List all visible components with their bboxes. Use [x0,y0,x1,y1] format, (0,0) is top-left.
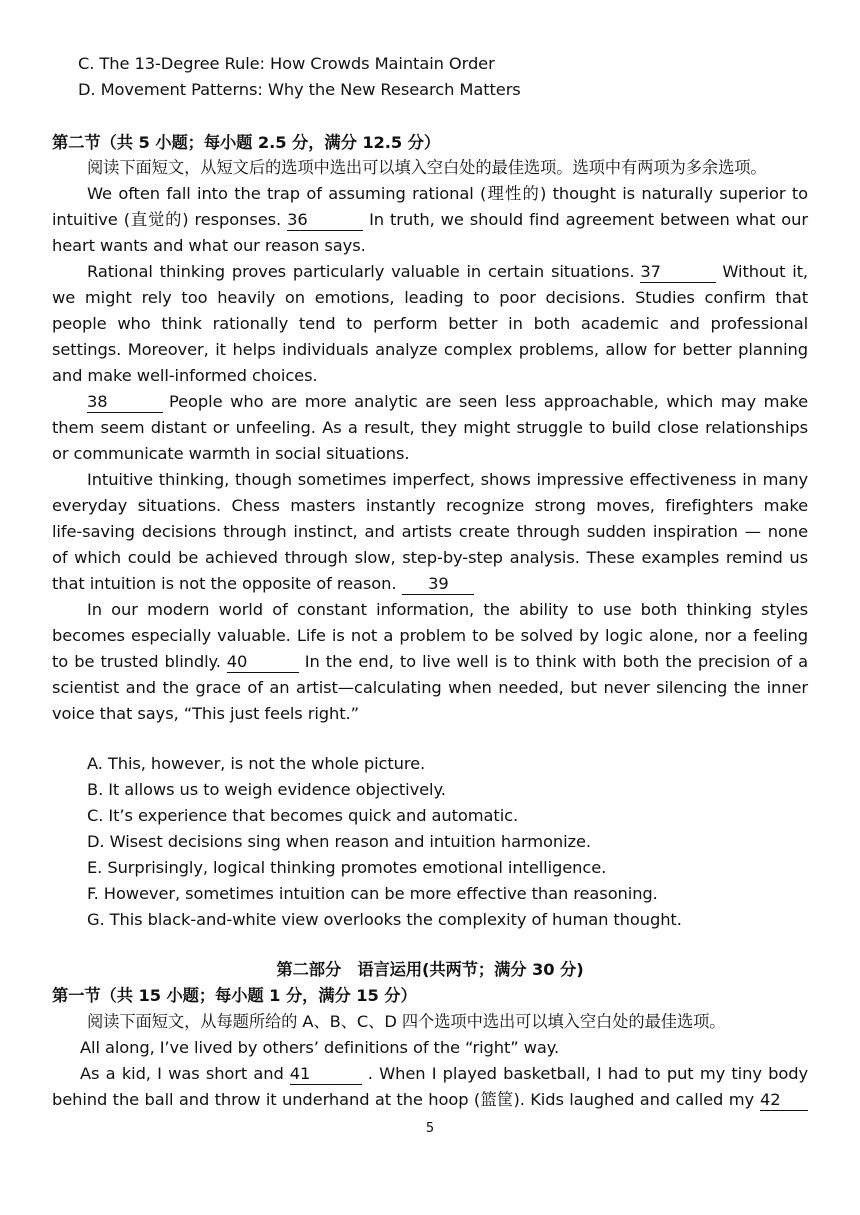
passage-text: intuitive (直觉的) responses. [52,210,282,229]
passage-line [87,259,808,285]
section-2-instruction: 阅读下面短文，从短文后的选项中选出可以填入空白处的最佳选项。选项中有两项为多余选项。 [87,158,767,177]
option-c-previous: C. The 13-Degree Rule: How Crowds Maintain Order [78,54,495,73]
option-d-previous: D. Movement Patterns: Why the New Research Matters [78,80,521,99]
passage-line [52,1087,808,1113]
section-2-heading: 第二节（共 5 小题；每小题 2.5 分，满分 12.5 分） [52,133,441,152]
passage-text: Without it, [722,262,808,281]
option-f: F. However, sometimes intuition can be more effective than reasoning. [87,884,658,903]
option-d: D. Wisest decisions sing when reason and intuition harmonize. [87,832,591,851]
passage-text: behind the ball and throw it underhand at the hoop (篮筐). Kids laughed and called my [52,1090,754,1109]
passage-line [87,389,808,415]
passage-line: them seem distant or unfeeling. As a result, they might struggle to build close relationships [52,418,808,437]
blank-38[interactable]: 38 [87,392,163,413]
option-e: E. Surprisingly, logical thinking promotes emotional intelligence. [87,858,607,877]
part-2-heading: 第二部分 语言运用(共两节；满分 30 分) [276,960,584,979]
blank-41[interactable]: 41 [290,1064,362,1085]
passage-line [80,1061,808,1087]
passage-line: settings. Moreover, it helps individuals analyze complex problems, allow for better planning [52,340,808,359]
passage-line: or communicate warmth in social situations. [52,444,410,463]
option-b: B. It allows us to weigh evidence objectively. [87,780,446,799]
passage-line: of which could be achieved through slow, step-by-step analysis. These examples remind us [52,548,808,567]
passage-line: becomes especially valuable. Life is not a problem to be solved by logic alone, nor a feeling [52,626,808,645]
option-c: C. It’s experience that becomes quick and automatic. [87,806,519,825]
passage-line: people who think rationally tend to perform better in both academic and professional [52,314,808,333]
blank-37[interactable]: 37 [640,262,716,283]
passage-text: As a kid, I was short and [80,1064,284,1083]
passage-line [52,207,808,233]
passage-text: . When I played basketball, I had to put my tiny body [367,1064,808,1083]
part-2-instruction: 阅读下面短文，从每题所给的 A、B、C、D 四个选项中选出可以填入空白处的最佳选项。 [87,1012,726,1031]
blank-36[interactable]: 36 [287,210,363,231]
option-g: G. This black-and-white view overlooks the complexity of human thought. [87,910,682,929]
passage-line: We often fall into the trap of assuming rational (理性的) thought is naturally superior to [87,184,808,203]
passage-text: In truth, we should find agreement between what our [369,210,808,229]
passage-text: that intuition is not the opposite of reason. [52,574,397,593]
passage-line [52,571,808,597]
passage-line: we might rely too heavily on emotions, leading to poor decisions. Studies confirm that [52,288,808,307]
blank-40[interactable]: 40 [227,652,299,673]
blank-42[interactable]: 42 [760,1090,808,1111]
passage-line: voice that says, “This just feels right.” [52,704,359,723]
passage-text: People who are more analytic are seen less approachable, which may make [169,392,808,411]
passage-line: life-saving decisions through instinct, and artists create through sudden inspiration — none [52,522,808,541]
passage-line: heart wants and what our reason says. [52,236,366,255]
blank-39[interactable]: 39 [402,574,474,595]
passage-line: and make well-informed choices. [52,366,318,385]
passage-line: everyday situations. Chess masters instantly recognize strong moves, firefighters make [52,496,808,515]
passage-line: All along, I’ve lived by others’ definitions of the “right” way. [80,1038,560,1057]
page-number: 5 [425,1121,435,1136]
passage-text: Rational thinking proves particularly valuable in certain situations. [87,262,635,281]
option-a: A. This, however, is not the whole picture. [87,754,426,773]
passage-line [52,649,808,675]
passage-line: scientist and the grace of an artist—calculating when needed, but never silencing the inner [52,678,808,697]
passage-line: Intuitive thinking, though sometimes imperfect, shows impressive effectiveness in many [87,470,808,489]
passage-text: to be trusted blindly. [52,652,221,671]
passage-text: In the end, to live well is to think with both the precision of a [304,652,808,671]
passage-line: In our modern world of constant information, the ability to use both thinking styles [87,600,808,619]
part-2-section-1-heading: 第一节（共 15 小题；每小题 1 分，满分 15 分） [52,986,417,1005]
